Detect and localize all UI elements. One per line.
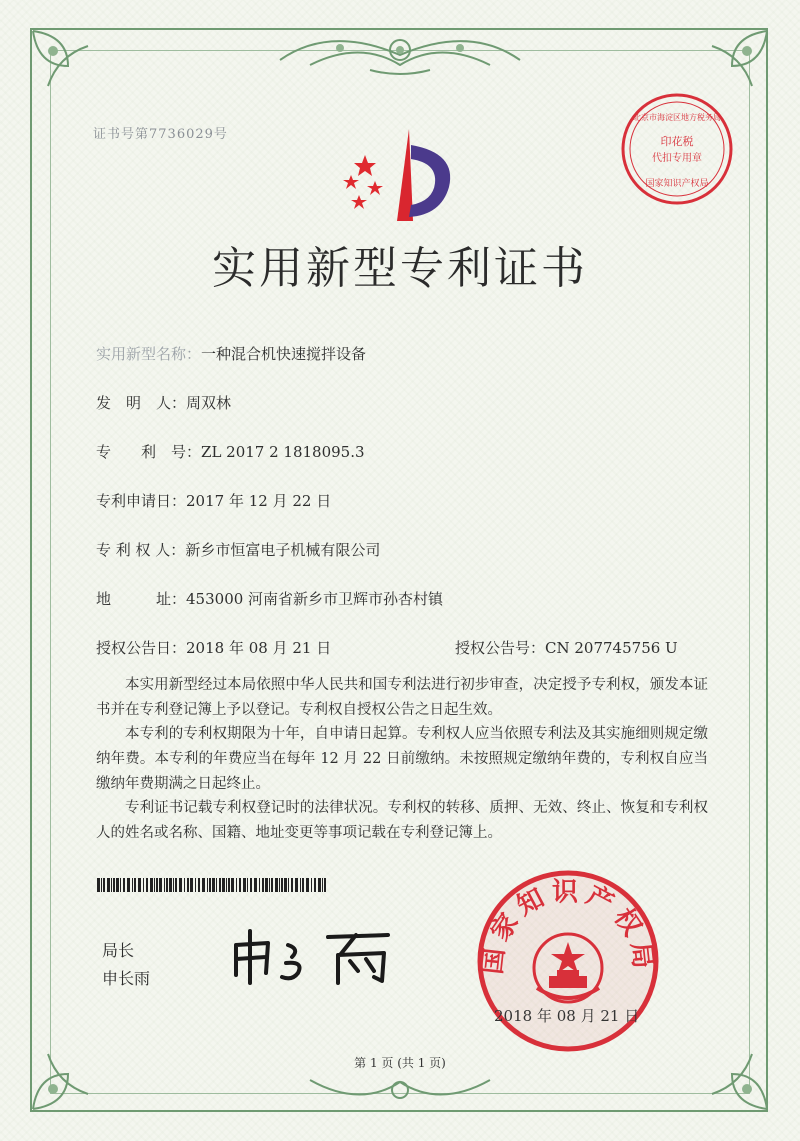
utility-model-name-row bbox=[96, 343, 366, 364]
barcode-bar bbox=[311, 878, 312, 892]
barcode-bar bbox=[219, 878, 221, 892]
body-paragraph-3: 专利证书记载专利权登记时的法律状况。专利权的转移、质押、无效、终止、恢复和专利权人的姓名或名称、国籍、地址变更等事项记载在专利登记簿上。 bbox=[96, 800, 708, 841]
barcode-bar bbox=[127, 878, 130, 892]
utility-model-name-value: 一种混合机快速搅拌设备 bbox=[201, 345, 367, 363]
barcode-bar bbox=[295, 878, 298, 892]
barcode-bar bbox=[254, 878, 257, 892]
inventor-row bbox=[96, 392, 231, 413]
barcode-bar bbox=[281, 878, 283, 892]
barcode-bar bbox=[107, 878, 110, 892]
barcode-bar bbox=[103, 878, 105, 892]
barcode-bar bbox=[138, 878, 141, 892]
seal-text: 国家知识产权局 bbox=[477, 877, 659, 976]
official-seal bbox=[475, 868, 661, 1054]
barcode-bar bbox=[101, 878, 102, 892]
barcode-bar bbox=[156, 878, 158, 892]
barcode-bar bbox=[123, 878, 125, 892]
patent-office-emblem bbox=[337, 125, 467, 225]
barcode-bar bbox=[279, 878, 280, 892]
page-number: 第 1 页 (共 1 页) bbox=[354, 1056, 446, 1070]
barcode-bar bbox=[216, 878, 217, 892]
barcode-bar bbox=[207, 878, 208, 892]
barcode-bar bbox=[120, 878, 121, 892]
tax-stamp-line-4: 国家知识产权局 bbox=[645, 179, 709, 189]
bottom-right-ornament bbox=[692, 1034, 772, 1114]
top-ornament bbox=[270, 20, 530, 80]
barcode-bar bbox=[116, 878, 119, 892]
barcode-bar bbox=[291, 878, 293, 892]
grant-number-row bbox=[455, 637, 678, 658]
director-name: 申长雨 bbox=[102, 969, 151, 988]
barcode-bar bbox=[175, 878, 177, 892]
patent-number-label: 专 利 号： bbox=[96, 443, 202, 461]
certificate-number-value: 7736029 bbox=[149, 127, 214, 142]
barcode-bar bbox=[184, 878, 185, 892]
barcode-bar bbox=[143, 878, 144, 892]
certificate-title: 实用新型专利证书 bbox=[212, 243, 588, 294]
barcode-bar bbox=[275, 878, 278, 892]
barcode-bar bbox=[262, 878, 264, 892]
barcode-bar bbox=[228, 878, 230, 892]
barcode-bar bbox=[271, 878, 273, 892]
address-value: 453000 河南省新乡市卫辉市孙杏村镇 bbox=[186, 590, 444, 608]
barcode-bar bbox=[195, 878, 196, 892]
director-title: 局长 bbox=[102, 941, 135, 960]
barcode-bar bbox=[314, 878, 316, 892]
barcode-bar bbox=[209, 878, 211, 892]
tax-stamp-line-3: 代扣专用章 bbox=[652, 153, 702, 164]
barcode-bar bbox=[306, 878, 309, 892]
barcode-bar bbox=[154, 878, 155, 892]
grant-date-row bbox=[96, 637, 331, 658]
body-paragraph-1: 本实用新型经过本局依照中华人民共和国专利法进行初步审查，决定授予专利权，颁发本证书并在专利登记簿上予以登记。专利权自授权公告之日起生效。 bbox=[96, 677, 708, 718]
barcode-bar bbox=[318, 878, 321, 892]
inventor-label: 发 明 人： bbox=[96, 394, 187, 412]
bottom-left-ornament bbox=[28, 1034, 108, 1114]
barcode-bar bbox=[265, 878, 268, 892]
barcode-bar bbox=[169, 878, 172, 892]
top-left-ornament bbox=[28, 26, 108, 106]
patent-number-value: ZL 2017 2 1818095.3 bbox=[201, 443, 365, 461]
barcode-bar bbox=[284, 878, 287, 892]
barcode-bar bbox=[146, 878, 148, 892]
body-paragraph-2: 本专利的专利权期限为十年，自申请日起算。专利权人应当依照专利法及其实施细则规定缴纳年费。本专利的年费应当在每年 12 月 22 日前缴纳。未按照规定缴纳年费的，专利权自应当缴纳年费期满之日起终止。 bbox=[96, 726, 708, 792]
barcode-bar bbox=[247, 878, 248, 892]
barcode-bar bbox=[250, 878, 252, 892]
certificate-number-label: 证书号第 bbox=[93, 127, 150, 142]
barcode-bar bbox=[159, 878, 162, 892]
barcode-bar bbox=[97, 878, 100, 892]
barcode-bar bbox=[166, 878, 168, 892]
barcode-bar bbox=[134, 878, 136, 892]
barcode-bar bbox=[243, 878, 246, 892]
barcode-bar bbox=[322, 878, 323, 892]
barcode bbox=[97, 878, 327, 892]
barcode-bar bbox=[288, 878, 289, 892]
filing-date-label: 专利申请日： bbox=[96, 492, 187, 510]
patentee-label: 专 利 权 人： bbox=[96, 541, 186, 559]
patentee-row bbox=[96, 539, 380, 560]
seal-date: 2018 年 08 月 21 日 bbox=[494, 1007, 640, 1025]
utility-model-name-label: 实用新型名称： bbox=[96, 345, 202, 363]
barcode-bar bbox=[132, 878, 133, 892]
filing-date-row bbox=[96, 490, 331, 511]
address-label: 地 址： bbox=[96, 590, 187, 608]
barcode-bar bbox=[259, 878, 260, 892]
barcode-bar bbox=[111, 878, 112, 892]
barcode-bar bbox=[231, 878, 234, 892]
barcode-bar bbox=[164, 878, 165, 892]
certificate-number bbox=[93, 123, 228, 142]
barcode-bar bbox=[113, 878, 115, 892]
barcode-bar bbox=[302, 878, 304, 892]
certificate-number-suffix: 号 bbox=[213, 127, 228, 142]
tax-stamp-line-1: 北京市海淀区地方税务局 bbox=[633, 113, 721, 122]
barcode-bar bbox=[179, 878, 182, 892]
barcode-bar bbox=[198, 878, 200, 892]
barcode-bar bbox=[236, 878, 237, 892]
barcode-bar bbox=[226, 878, 227, 892]
handwritten-signature bbox=[228, 925, 398, 987]
barcode-bar bbox=[269, 878, 270, 892]
tax-stamp bbox=[618, 90, 736, 208]
patentee-value: 新乡市恒富电子机械有限公司 bbox=[185, 541, 381, 559]
grant-number-label: 授权公告号： bbox=[455, 639, 546, 657]
address-row bbox=[96, 588, 443, 609]
barcode-bar bbox=[187, 878, 189, 892]
barcode-bar bbox=[202, 878, 205, 892]
barcode-bar bbox=[324, 878, 326, 892]
filing-date-value: 2017 年 12 月 22 日 bbox=[186, 492, 332, 510]
barcode-bar bbox=[239, 878, 241, 892]
barcode-bar bbox=[222, 878, 225, 892]
barcode-bar bbox=[150, 878, 153, 892]
barcode-bar bbox=[173, 878, 174, 892]
grant-date-label: 授权公告日： bbox=[96, 639, 187, 657]
grant-date-value: 2018 年 08 月 21 日 bbox=[186, 639, 332, 657]
inventor-value: 周双林 bbox=[186, 394, 232, 412]
patent-number-row bbox=[96, 441, 365, 462]
grant-number-value: CN 207745756 U bbox=[545, 639, 678, 657]
barcode-bar bbox=[190, 878, 193, 892]
barcode-bar bbox=[212, 878, 215, 892]
tax-stamp-line-2: 印花税 bbox=[660, 135, 694, 148]
barcode-bar bbox=[300, 878, 301, 892]
